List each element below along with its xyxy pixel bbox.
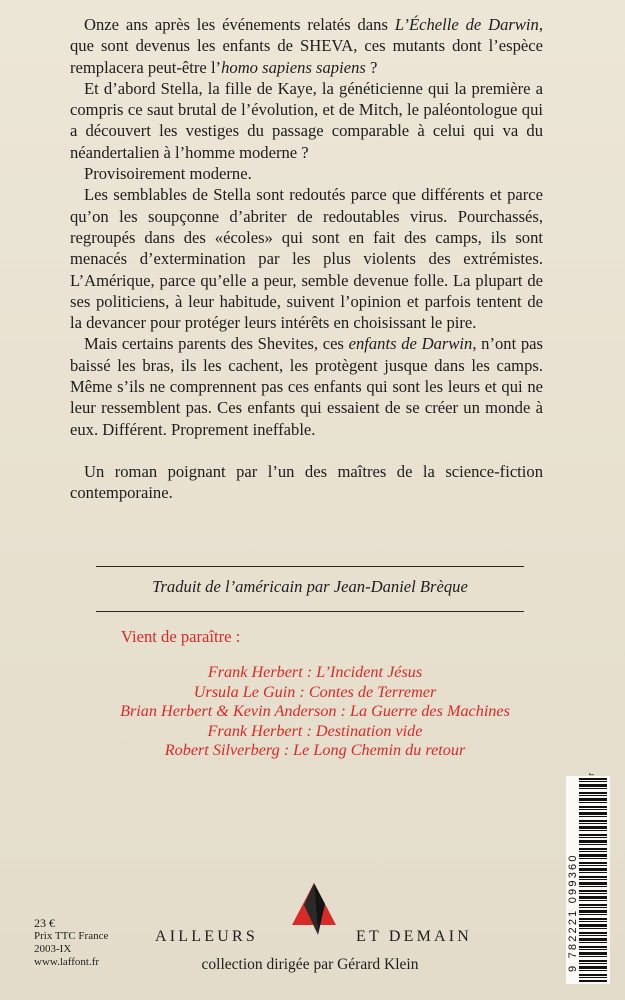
blurb-paragraph-2: Et d’abord Stella, la fille de Kaye, la généticienne qui la première a compris ce saut brutal de l’évolution, et de Mitch, le paléontologue qui a découvert les vestiges du passage comparable à celui qui va du néandertalien à l’homme moderne ? — [70, 78, 543, 162]
isbn-barcode — [566, 776, 610, 984]
recent-releases-list — [80, 663, 550, 761]
list-item: Frank Herbert : L’Incident Jésus — [207, 663, 423, 681]
divider-bottom — [96, 611, 524, 612]
children-term: enfants de Darwin — [348, 334, 473, 354]
series-logo-icon — [292, 883, 336, 935]
series-name-left: AILLEURS — [155, 928, 258, 945]
price-label: Prix TTC France — [34, 930, 109, 942]
price-amount: 23 € — [34, 916, 55, 930]
blurb-paragraph-5: Mais certains parents des Shevites, ces enfants de Darwin, n’ont pas baissé les bras, ils les cachent, les protègent jusque dans les camps. Même s’ils ne comprennent pas ces enfants qui sont les leurs et qui ne leur ressemblent pas. Ces enfants qui essaient de se créer un monde à eux. Différent. Proprement ineffable. — [70, 334, 544, 439]
barcode-bars — [579, 778, 607, 982]
price-code: 2003-IX — [34, 943, 72, 955]
isbn-number: 9 782221 099360 — [567, 853, 579, 972]
list-item: Frank Herbert : Destination vide — [207, 721, 423, 740]
series-name-right: ET DEMAIN — [356, 928, 473, 945]
blurb-paragraph-4: Les semblables de Stella sont redoutés parce que différents et parce qu’on les soupçonne d’abriter de redoutables virus. Pourchassés, regroupés dans des «écoles» qui sont en fait des camps, ils sont menacés d’extermination par les plus violents des extrémistes. L’Amérique, parce qu’elle a peur, semble devenue folle. La plupart de ses politiciens, à leur habitude, suivent l’opinion et parfois tentent de la devancer pour protéger leurs intérêts en choisissant le pire. — [70, 185, 543, 333]
blurb-text — [70, 14, 543, 504]
list-item: Ursula Le Guin : Contes de Terremer — [193, 682, 437, 701]
recent-releases-heading: Vient de paraître : — [121, 627, 241, 646]
collection-director: collection dirigée par Gérard Klein — [201, 956, 419, 973]
list-item: Robert Silverberg : Le Long Chemin du retour — [164, 741, 466, 760]
list-item: Brian Herbert & Kevin Anderson : La Guerre des Machines — [120, 702, 510, 721]
divider-top — [96, 566, 524, 567]
publisher-website: www.laffont.fr — [34, 956, 100, 968]
recent-releases — [80, 627, 550, 761]
species-term: homo sapiens sapiens — [221, 57, 366, 77]
translator-credit: Traduit de l’américain par Jean-Daniel Brèque — [152, 577, 468, 596]
blurb-paragraph-3: Provisoirement moderne. — [84, 164, 252, 184]
book-title-reference: L’Échelle de Darwin — [394, 15, 539, 34]
blurb-paragraph-6: Un roman poignant par l’un des maîtres de la science-fiction contemporaine. — [70, 461, 543, 503]
blurb-paragraph-1: Onze ans après les événements relatés dans L’Échelle de Darwin, que sont devenus les enfants de SHEVA, ces mutants dont l’espèce remplacera peut-être l’homo sapiens sapiens ? — [70, 15, 544, 77]
